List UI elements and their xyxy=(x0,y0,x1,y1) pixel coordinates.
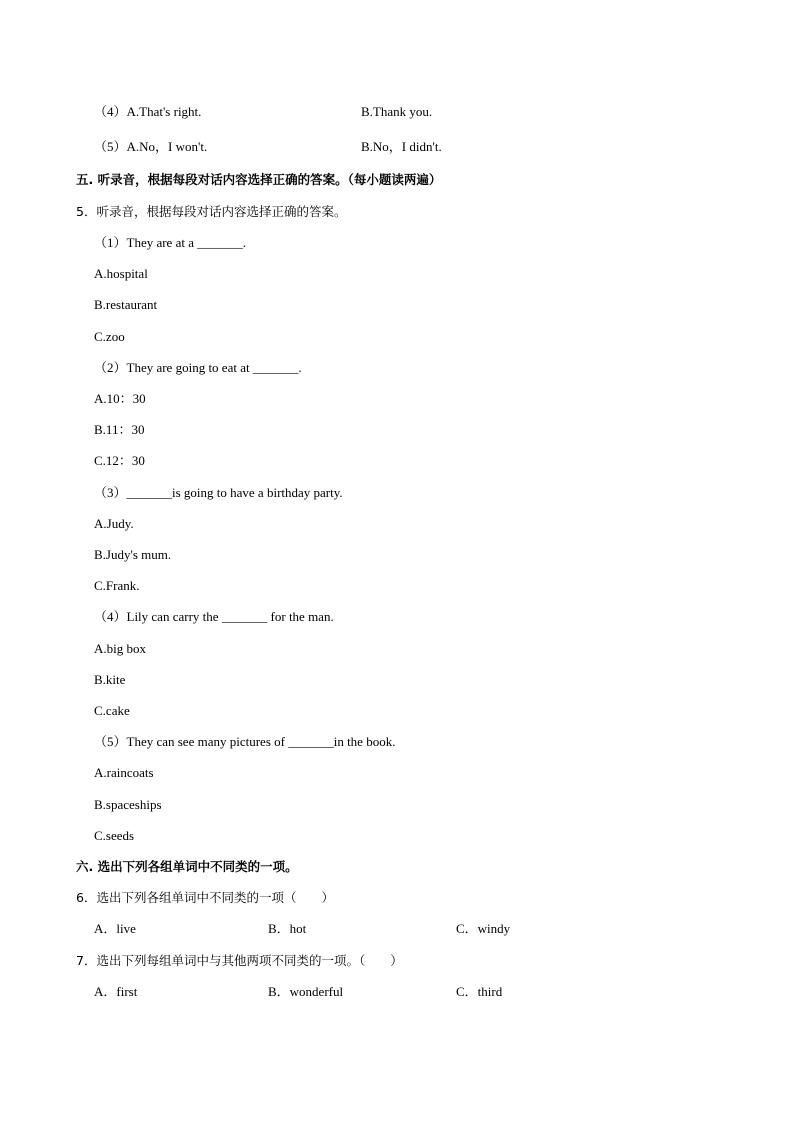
question-7-option-b: B．wonderful xyxy=(268,984,344,999)
sub-question-5-option-a: A.raincoats xyxy=(94,765,154,780)
question-5-stem: 5．听录音，根据每段对话内容选择正确的答案。 xyxy=(76,204,347,219)
option-5b: B.No，I didn't. xyxy=(361,139,442,154)
sub-question-5-option-c: C.seeds xyxy=(94,828,135,843)
section-6-heading: 六. 选出下列各组单词中不同类的一项。 xyxy=(76,859,298,874)
question-6-stem: 6．选出下列各组单词中不同类的一项（ ） xyxy=(76,890,334,905)
sub-question-3-option-a: A.Judy. xyxy=(94,516,134,531)
sub-question-1-option-b: B.restaurant xyxy=(94,297,158,312)
section-5-heading: 五. 听录音，根据每段对话内容选择正确的答案。（每小题读两遍） xyxy=(76,172,442,187)
sub-question-3-option-b: B.Judy's mum. xyxy=(94,547,172,562)
sub-question-4-stem: （4）Lily can carry the _______ for the man. xyxy=(94,609,334,624)
sub-question-1-option-a: A.hospital xyxy=(94,266,148,281)
sub-question-4-option-c: C.cake xyxy=(94,703,130,718)
question-7-option-c: C．third xyxy=(456,984,503,999)
sub-question-4-option-a: A.big box xyxy=(94,641,146,656)
option-4a: （4）A.That's right. xyxy=(94,104,202,119)
sub-question-1-option-c: C.zoo xyxy=(94,329,125,344)
sub-question-2-stem: （2）They are going to eat at _______. xyxy=(94,360,302,375)
sub-question-5-stem: （5）They can see many pictures of _______in the book. xyxy=(94,734,396,749)
question-7-stem: 7．选出下列每组单词中与其他两项不同类的一项。（ ） xyxy=(76,953,403,968)
option-5a: （5）A.No，I won't. xyxy=(94,139,208,154)
option-4b: B.Thank you. xyxy=(361,104,433,119)
question-6-option-c: C．windy xyxy=(456,921,511,936)
sub-question-2-option-c: C.12：30 xyxy=(94,453,145,468)
sub-question-3-option-c: C.Frank. xyxy=(94,578,140,593)
question-6-option-b: B．hot xyxy=(268,921,307,936)
sub-question-4-option-b: B.kite xyxy=(94,672,126,687)
sub-question-3-stem: （3）_______is going to have a birthday party. xyxy=(94,485,343,500)
sub-question-2-option-a: A.10：30 xyxy=(94,391,146,406)
question-7-option-a: A．first xyxy=(94,984,138,999)
sub-question-1-stem: （1）They are at a _______. xyxy=(94,235,246,250)
question-6-option-a: A．live xyxy=(94,921,136,936)
sub-question-2-option-b: B.11：30 xyxy=(94,422,145,437)
sub-question-5-option-b: B.spaceships xyxy=(94,797,162,812)
